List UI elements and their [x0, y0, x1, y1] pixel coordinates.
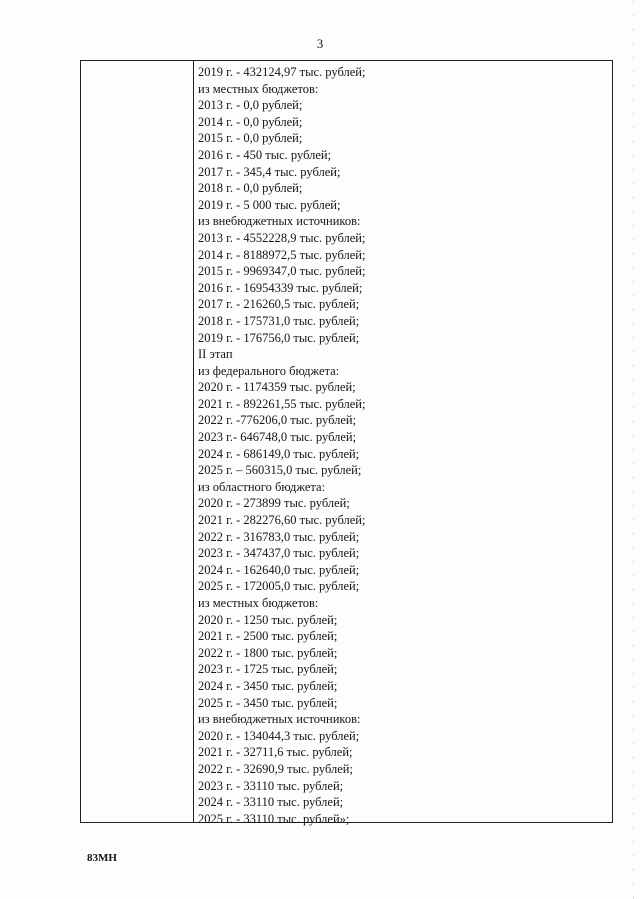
funding-line: II этап — [198, 347, 233, 362]
funding-line: 2015 г. - 9969347,0 тыс. рублей; — [198, 264, 366, 279]
funding-line: 2014 г. - 8188972,5 тыс. рублей; — [198, 247, 366, 262]
funding-line: 2023 г. - 33110 тыс. рублей; — [198, 778, 344, 793]
funding-line: 2021 г. - 2500 тыс. рублей; — [198, 629, 338, 644]
funding-line: 2024 г. - 3450 тыс. рублей; — [198, 678, 338, 693]
funding-line: 2025 г. - 172005,0 тыс. рублей; — [198, 579, 360, 594]
funding-line: 2024 г. - 33110 тыс. рублей; — [198, 795, 344, 810]
funding-line: 2025 г. – 560315,0 тыс. рублей; — [198, 463, 362, 478]
funding-line: 2014 г. - 0,0 рублей; — [198, 114, 303, 129]
funding-line: из местных бюджетов: — [198, 81, 319, 96]
document-code: 83МН — [87, 852, 117, 864]
funding-line: 2016 г. - 450 тыс. рублей; — [198, 147, 332, 162]
funding-line: из местных бюджетов: — [198, 596, 319, 610]
funding-lines — [198, 64, 606, 827]
funding-line: 2024 г. - 686149,0 тыс. рублей; — [198, 446, 360, 461]
funding-line: 2019 г. - 5 000 тыс. рублей; — [198, 197, 341, 212]
column-divider — [193, 61, 194, 822]
funding-line: 2018 г. - 0,0 рублей; — [198, 181, 303, 196]
funding-line: 2022 г. - 32690,9 тыс. рублей; — [198, 761, 353, 776]
funding-line: 2021 г. - 32711,6 тыс. рублей; — [198, 745, 353, 760]
funding-line: 2023 г. - 1725 тыс. рублей; — [198, 662, 338, 677]
funding-line: из областного бюджета: — [198, 479, 326, 494]
funding-line: 2020 г. - 134044,3 тыс. рублей; — [198, 728, 360, 743]
funding-line: 2022 г. - 316783,0 тыс. рублей; — [198, 529, 360, 544]
funding-line: 2025 г. - 3450 тыс. рублей; — [198, 695, 338, 710]
funding-line: 2022 г. - 1800 тыс. рублей; — [198, 645, 338, 660]
funding-line: 2022 г. -776206,0 тыс. рублей; — [198, 413, 357, 428]
funding-line: 2020 г. - 1250 тыс. рублей; — [198, 612, 338, 627]
funding-line: 2019 г. - 176756,0 тыс. рублей; — [198, 330, 360, 345]
page-number: 3 — [316, 36, 324, 51]
funding-line: 2016 г. - 16954339 тыс. рублей; — [198, 280, 363, 295]
funding-line: 2023 г. - 347437,0 тыс. рублей; — [198, 546, 360, 561]
funding-line: из внебюджетных источников: — [198, 214, 361, 229]
funding-line: 2013 г. - 4552228,9 тыс. рублей; — [198, 230, 366, 245]
funding-line: 2024 г. - 162640,0 тыс. рублей; — [198, 562, 360, 577]
funding-line: 2017 г. - 345,4 тыс. рублей; — [198, 164, 341, 179]
funding-line: из федерального бюджета: — [198, 363, 340, 378]
funding-line: 2023 г.- 646748,0 тыс. рублей; — [198, 430, 357, 445]
funding-line: 2017 г. - 216260,5 тыс. рублей; — [198, 297, 360, 312]
funding-line: 2020 г. - 1174359 тыс. рублей; — [198, 380, 356, 395]
budget-table — [80, 60, 613, 826]
funding-line: 2013 г. - 0,0 рублей; — [198, 98, 303, 113]
funding-line: из внебюджетных источников: — [198, 712, 361, 727]
funding-line: 2025 г. - 33110 тыс. рублей»; — [198, 811, 350, 826]
scan-edge-artifact — [633, 0, 634, 899]
funding-line: 2021 г. - 892261,55 тыс. рублей; — [198, 396, 366, 411]
funding-line: 2015 г. - 0,0 рублей; — [198, 131, 303, 146]
funding-line: 2020 г. - 273899 тыс. рублей; — [198, 496, 350, 511]
funding-line: 2018 г. - 175731,0 тыс. рублей; — [198, 313, 360, 328]
funding-line: 2021 г. - 282276,60 тыс. рублей; — [198, 513, 366, 528]
funding-line: 2019 г. - 432124,97 тыс. рублей; — [198, 65, 366, 79]
